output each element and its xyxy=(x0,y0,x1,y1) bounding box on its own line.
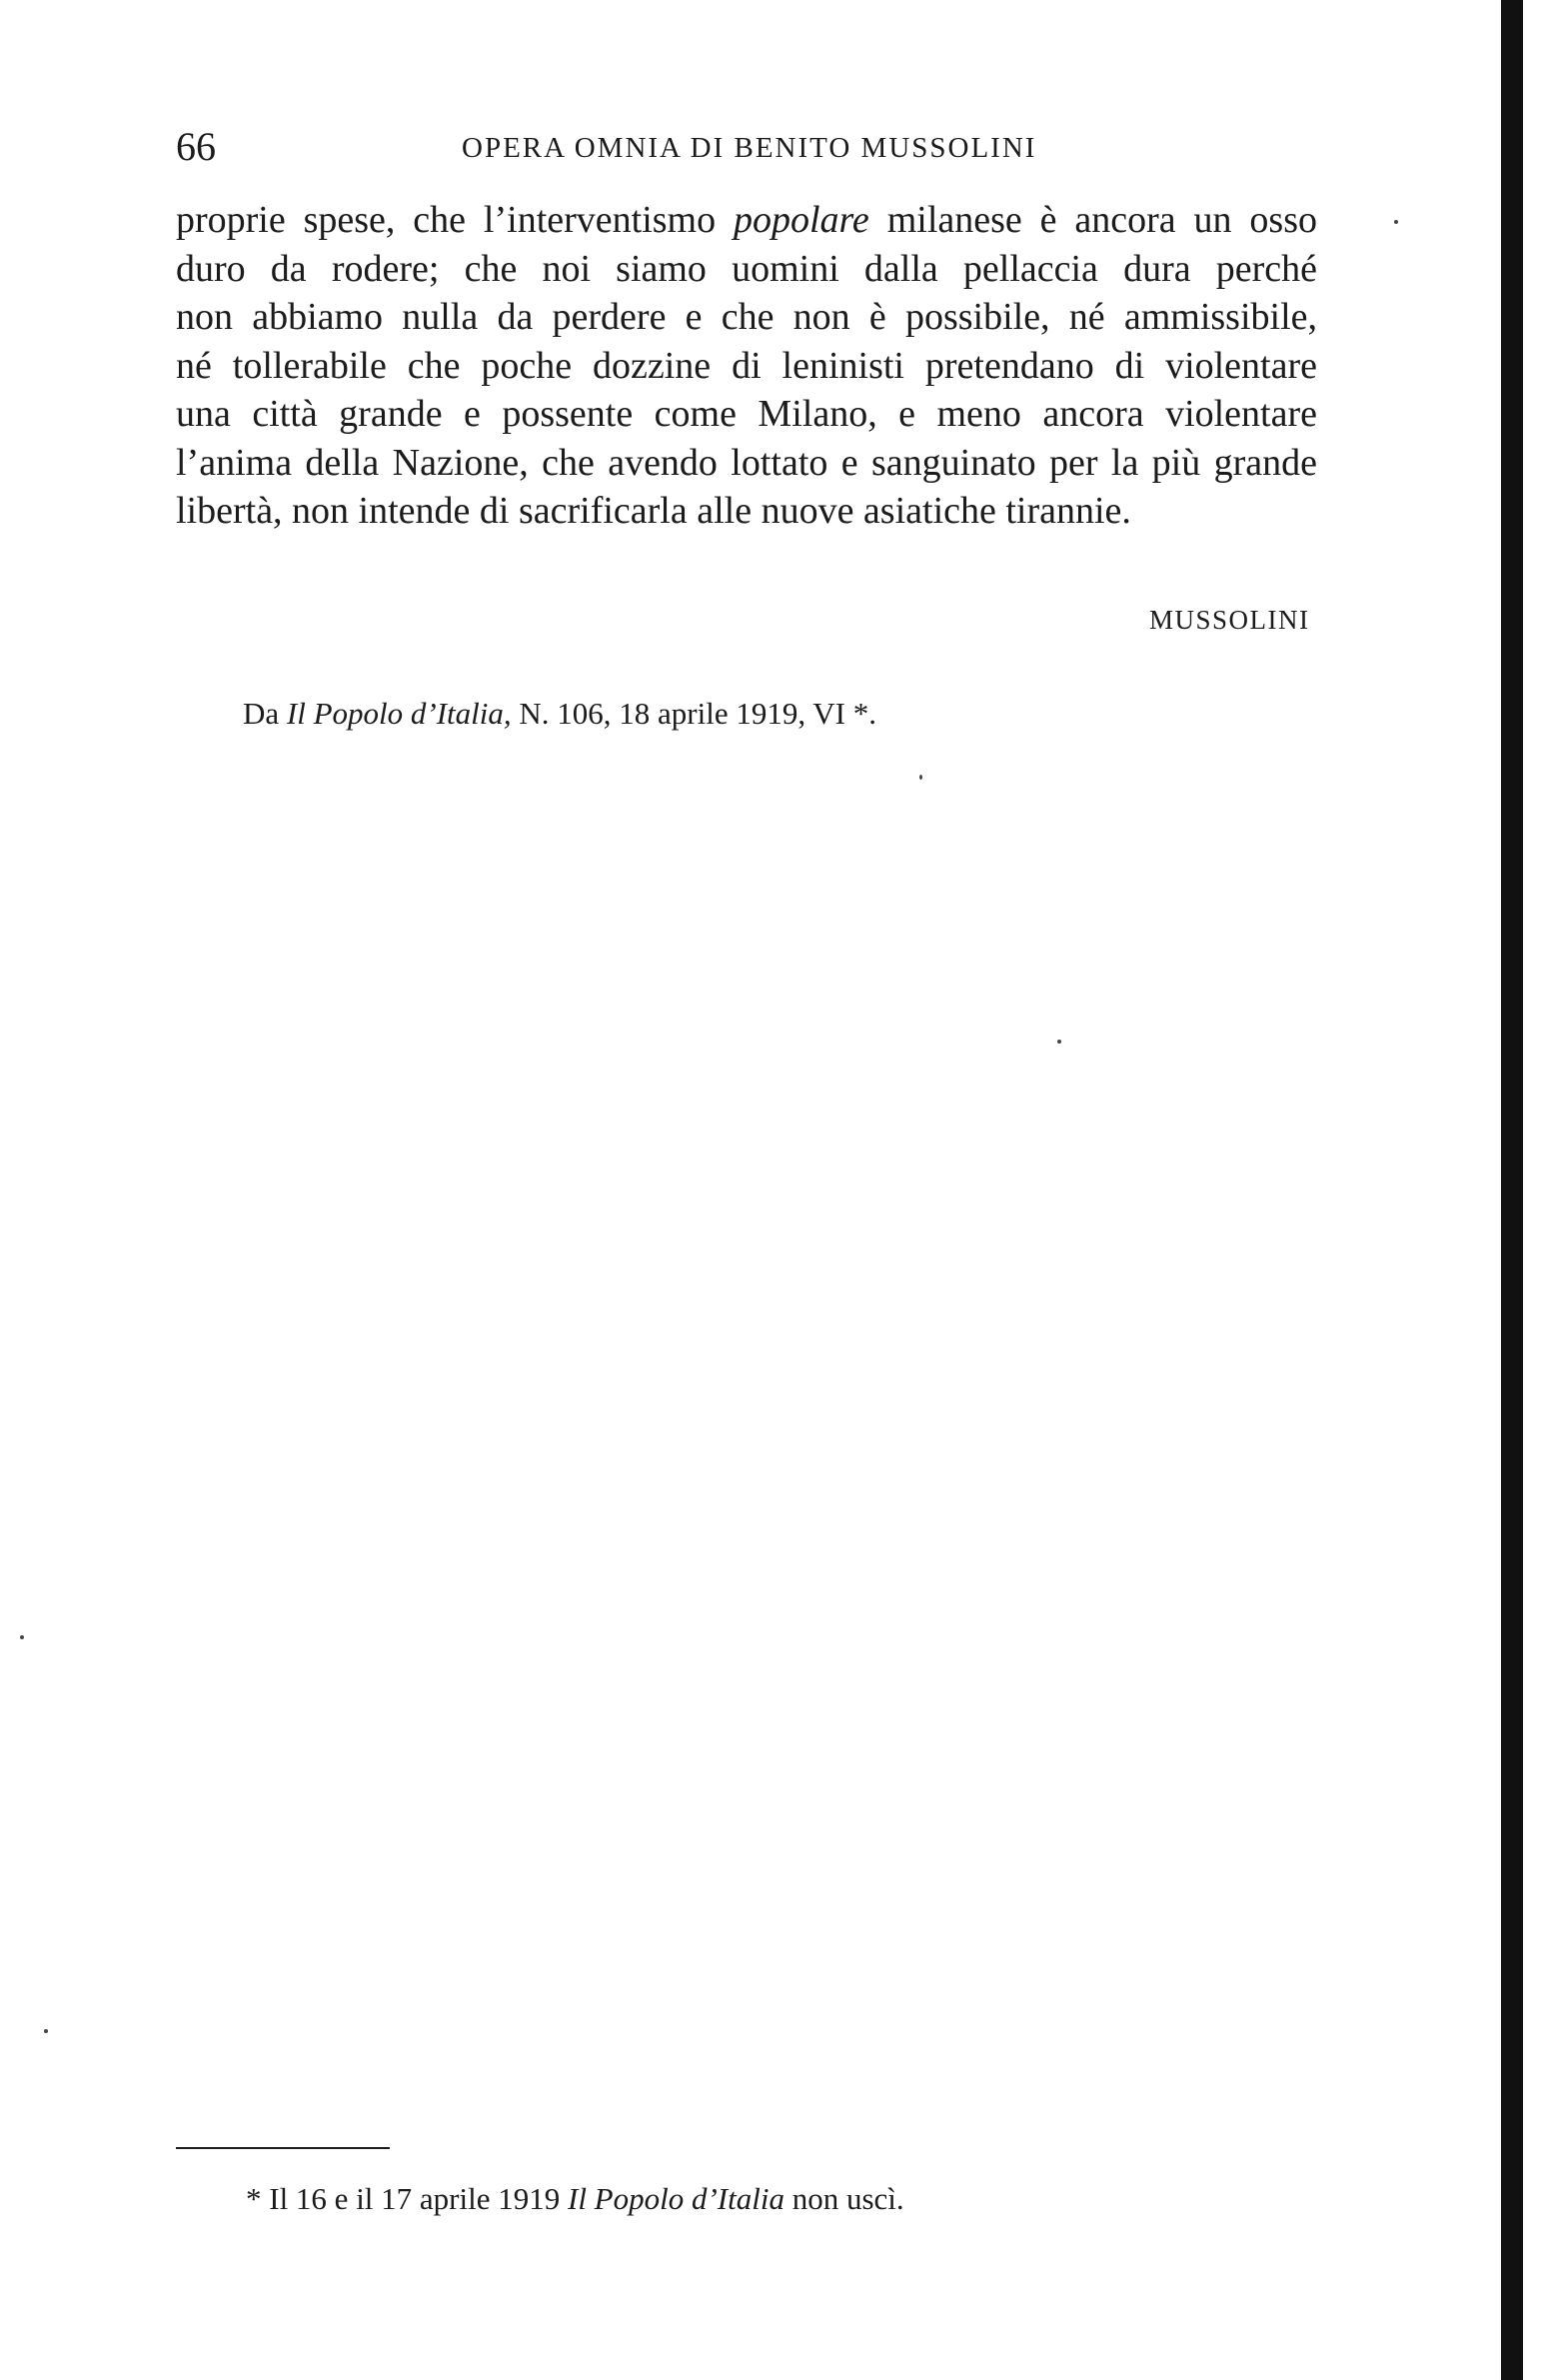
scan-speck xyxy=(44,2029,48,2033)
scan-speck xyxy=(1057,1040,1061,1044)
footnote-suffix: non uscì. xyxy=(783,2181,904,2216)
footnote xyxy=(246,2177,904,2221)
body-line-1 xyxy=(176,196,1317,245)
body-paragraph xyxy=(176,196,1317,536)
body-line-1-end: milanese è ancora un osso xyxy=(868,199,1317,241)
scan-speck xyxy=(20,1635,24,1639)
scan-edge-bar xyxy=(1501,0,1523,2380)
body-line-4: né tollerabile che poche dozzine di leninisti pretendano di violentare xyxy=(176,344,1317,387)
scan-speck xyxy=(1394,220,1398,224)
footnote-prefix: * Il 16 e il 17 aprile 1919 xyxy=(246,2181,568,2216)
body-line-7: libertà, non intende di sacrificarla alle nuove asiatiche tirannie. xyxy=(176,490,1131,532)
page-header xyxy=(0,122,1549,172)
author-signature: MUSSOLINI xyxy=(1149,605,1310,635)
source-newspaper-title: Il Popolo d’Italia, xyxy=(286,696,512,731)
scan-speck xyxy=(919,775,922,780)
source-citation xyxy=(243,692,876,736)
page-number: 66 xyxy=(176,124,216,169)
footnote-newspaper-title: Il Popolo d’Italia xyxy=(568,2181,784,2216)
body-line-6: l’anima della Nazione, che avendo lottato e sanguinato per la più grande xyxy=(176,441,1317,484)
body-line-5: una città grande e possente come Milano, e meno ancora violentare xyxy=(176,393,1317,435)
body-line-1-italic: popolare xyxy=(734,199,869,241)
footnote-divider xyxy=(176,2147,390,2149)
body-line-1-start: proprie spese, che l’interventismo xyxy=(176,199,734,241)
body-line-3: non abbiamo nulla da perdere e che non è possibile, né ammissibile, xyxy=(176,296,1317,338)
source-prefix: Da xyxy=(243,696,287,731)
running-head: OPERA OMNIA DI BENITO MUSSOLINI xyxy=(462,132,1037,164)
body-line-2: duro da rodere; che noi siamo uomini dalla pellaccia dura perché xyxy=(176,247,1317,290)
source-details: N. 106, 18 aprile 1919, VI *. xyxy=(511,696,876,731)
